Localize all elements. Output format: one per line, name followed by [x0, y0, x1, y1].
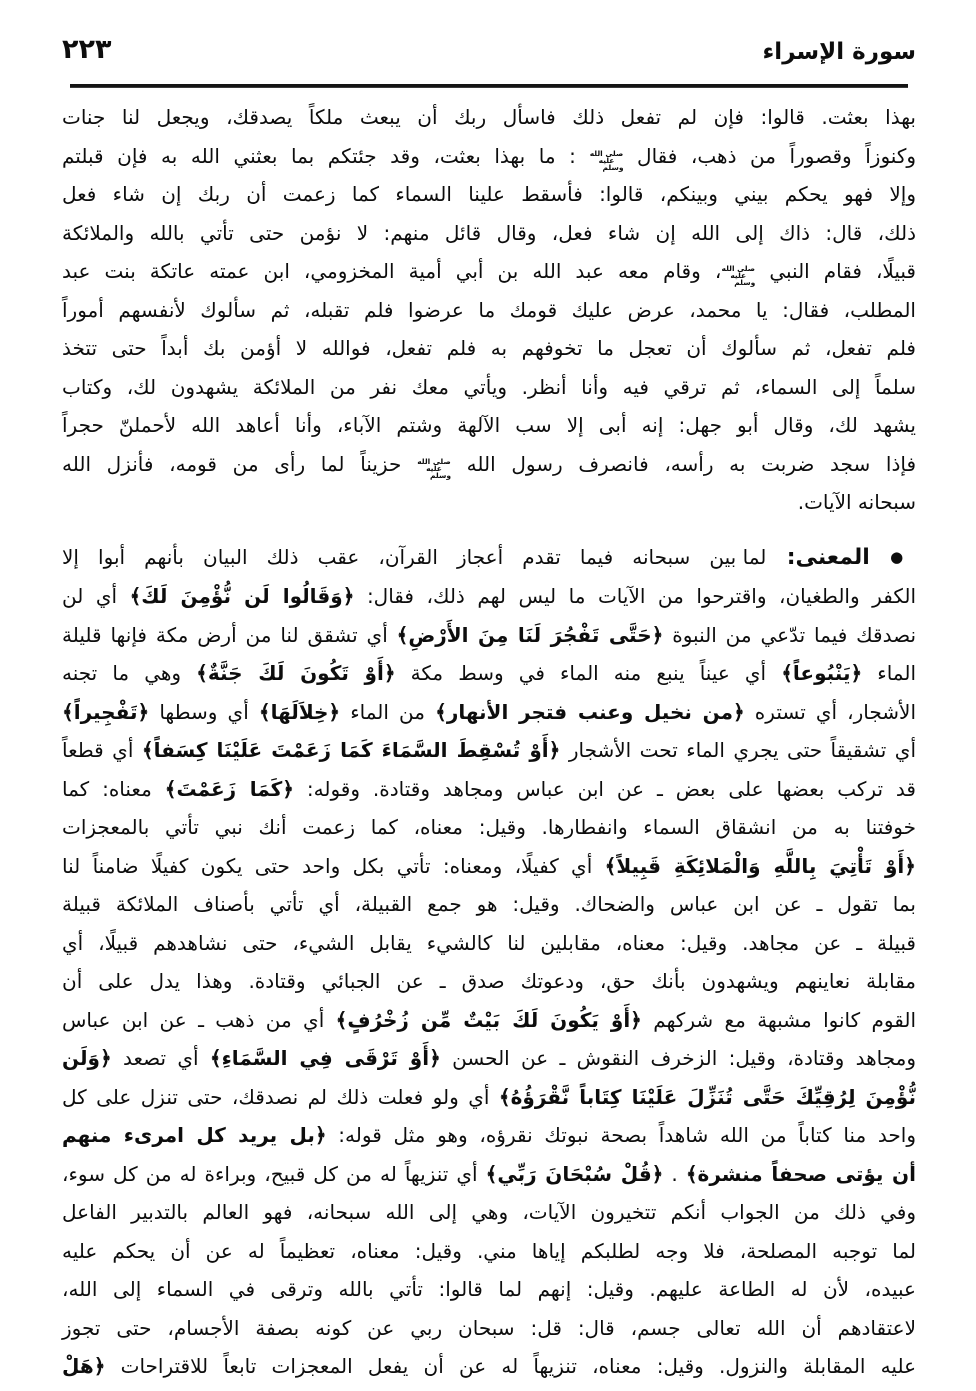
quran-quote: ﴿أَوْ تَرْقَى فِي السَّمَاءِ﴾ — [209, 1046, 441, 1070]
prophet-salutation-seal: صلى الله عليه وسلم — [721, 264, 756, 287]
text-line — [62, 406, 916, 445]
text-segment: قد تركب بعضها على بعض ـ عن ابن عباس ومجاهد وقتادة. وقوله: — [293, 776, 916, 801]
text-line — [62, 808, 916, 847]
quran-quote: أن يؤتى صحفاً منشرة﴾ — [685, 1161, 916, 1186]
quran-quote: ﴿هَلْ — [62, 1354, 106, 1378]
text-line — [62, 1155, 916, 1194]
text-segment: لما توجبه المصلحة، فلا وجه لطلبكم إياها مني. وقيل: معناه، تعظيماً له عن أن يحكم عليه — [62, 1238, 916, 1263]
text-segment: ومجاهد وقتادة، وقيل: الزخرف النقوش ـ عن الحسن — [440, 1046, 916, 1070]
text-segment: عليه المقابلة والنزول. وقيل: معناه، تنزيهاً له عن أن يفعل المعجزات تابعاً للاقتراحات — [105, 1354, 916, 1378]
surah-title: سورة الإسراء — [762, 39, 916, 65]
quran-quote: ﴿يَنْبُوعاً﴾ — [781, 661, 863, 685]
text-segment: مقابلة نعاينهم ويشهدون بأنك حق، ودعوتك صدق ـ عن الجبائي وقتادة. وهذا يدل على أن — [62, 969, 916, 993]
text-segment: الماء — [862, 661, 916, 685]
text-segment: قبيلة ـ عن مجاهد. وقيل: معناه، مقابلين لنا كالشيء يقابل الشيء، حتى نشاهدهم قبيلًا، أي — [62, 930, 916, 955]
text-line — [62, 1347, 916, 1386]
quran-quote: ﴿خِلاَلَهَا﴾ — [258, 699, 341, 724]
page-header — [62, 34, 916, 65]
text-line — [62, 252, 916, 291]
text-segment: وكنوزاً وقصوراً من ذهب، فقال — [623, 143, 917, 168]
text-segment: عبيده، لأن له الطاعة عليهم. وقيل: إنهم لما قالوا: تأتي بالله وترقى في السماء إلى الله، — [62, 1277, 916, 1301]
text-segment: أي من ذهب ـ عن ابن عباس — [62, 1007, 336, 1032]
paragraph-narration — [62, 98, 916, 522]
text-line — [62, 445, 916, 484]
text-segment: الكفر والطغيان، واقترحوا من الآيات ما ليس لهم ذلك، فقال: — [354, 584, 917, 608]
text-segment: أي تشقق لنا من أرض مكة فإنها قليلة — [62, 622, 397, 647]
quran-quote: نُّؤْمِنَ لِرُقِيِّكَ حَتَّى تُنَزِّلَ عَلَيْنَا كِتَاباً نَّقْرَؤُهُ﴾ — [498, 1084, 916, 1109]
text-segment: ذلك، قال: ذاك إلى الله إن شاء فعل، وقال قائل منهم: لا نؤمن حتى تأتي بالله والملائكة — [62, 220, 916, 245]
quran-quote: ﴿حَتَّى تَفْجُرَ لَنَا مِنَ الأَرْضِ﴾ — [396, 622, 664, 647]
text-segment: فإذا سجد ضربت به رأسه، فانصرف رسول الله — [451, 451, 917, 476]
text-segment: ، وقام معه عبد الله بن أبي أمية المخزومي، ابن عمته عاتكة بنت عبد — [62, 259, 722, 283]
paragraph-meaning — [62, 538, 916, 1386]
text-segment: من الماء — [340, 699, 436, 724]
prophet-salutation-seal: صلى الله عليه وسلم — [417, 456, 451, 480]
quran-quote: ﴿وَلَن — [62, 1046, 112, 1070]
text-line — [62, 1001, 916, 1040]
text-segment: سلماً إلى السماء، ثم ترقي فيه وأنا أنظر. ويأتي معك نفر من الملائكة يشهدون لك، وكتاب — [62, 374, 916, 399]
text-segment: أي تنزيهاً له من كل قبيح، وبراءة له من كل سوء، — [62, 1161, 486, 1186]
page-number: ٢٢٣ — [62, 34, 112, 65]
text-segment: بهذا بعثت. قالوا: فإن لم تفعل ذلك فاسأل ربك أن يبعث ملكاً يصدقك، ويجعل لنا جنات — [62, 105, 916, 129]
text-line — [62, 291, 916, 330]
text-line — [62, 885, 916, 924]
text-line — [62, 98, 916, 137]
quran-quote: ﴿وَقَالُوا لَن نُّؤْمِنَ لَكَ﴾ — [129, 584, 355, 608]
text-line — [62, 214, 916, 253]
text-segment: : ما بهذا بعثت، وقد جئتكم بما بعثني الله به فإن قبلتم — [62, 143, 590, 168]
text-line — [62, 1116, 916, 1155]
text-segment: قبيلًا، فقام النبي — [755, 259, 916, 283]
text-segment: نصدقك فيما تدّعي من النبوة — [663, 622, 917, 647]
text-segment: سبحانه الآيات. — [797, 490, 916, 514]
text-line — [62, 1039, 916, 1078]
text-line — [62, 693, 916, 732]
quran-quote: ﴿تَفْجِيراً﴾ — [62, 699, 150, 724]
text-segment: واحد منا كتاباً من الله شاهداً بصحة نبوتك نقرؤه، وهو مثل قوله: — [326, 1123, 916, 1147]
text-line — [62, 1270, 916, 1309]
section-label: المعنى: — [766, 544, 891, 570]
quran-quote: ﴿أَوْ يَكُونَ لَكَ بَيْتٌ مِّن زُخْرُفٍ﴾ — [335, 1007, 642, 1032]
text-line — [62, 1193, 916, 1232]
text-line — [62, 1232, 916, 1271]
text-line — [62, 329, 916, 368]
text-line — [62, 1078, 916, 1117]
text-segment: وفي ذلك من الجواب أنكم تتخيرون الآيات، وهي إلى الله سبحانه، فهو العالم بالتدبير الفاعل — [62, 1200, 916, 1224]
quran-quote: ﴿أَوْ تُسْقِطَ السَّمَاءَ كَمَا زَعَمْتَ عَلَيْنَا كِسَفاً﴾ — [141, 738, 561, 762]
header-rule — [70, 84, 908, 88]
text-segment: أي كفيلًا، ومعناه: تأتي بكل واحد حتى يكون كفيلًا ضامناً لنا — [62, 853, 605, 878]
text-segment: لما بين سبحانه فيما تقدم أعجاز القرآن، عقب ذلك البيان بأنهم أبوا إلا — [62, 544, 767, 569]
text-line — [62, 368, 916, 407]
text-segment: بما تقول ـ عن ابن عباس والضحاك. وقيل: هو جمع القبيلة، أي تأتي بأصناف الملائكة قبيلة — [62, 892, 916, 916]
text-segment: أي تصعد — [111, 1046, 210, 1070]
text-segment: أي وسطها — [149, 699, 259, 724]
quran-quote: ﴿أَوْ تَأْتِيَ بِاللَّهِ وَالْمَلائِكَةِ قَبِيلاً﴾ — [604, 853, 917, 878]
quran-quote: ﴿قُلْ سُبْحَانَ رَبِّي﴾ — [485, 1161, 664, 1186]
text-line — [62, 770, 916, 809]
quran-quote: ﴿كَمَا زَعَمْتَ﴾ — [164, 776, 294, 801]
text-line — [62, 654, 916, 693]
prophet-salutation-seal: صلى الله عليه وسلم — [589, 148, 624, 172]
text-segment: حزيناً لما رأى من قومه، فأنزل الله — [62, 451, 417, 476]
text-line — [62, 962, 916, 1001]
text-line — [62, 1309, 916, 1348]
text-segment: الأشجار، أي تستره — [744, 699, 917, 724]
text-segment: المطلب، فقال: يا محمد، عرض عليك قومك ما عرضوا فلم تقبله، ثم سألوك لأنفسهم أموراً — [62, 297, 916, 322]
text-line — [62, 847, 916, 886]
text-segment: أي قطعاً — [62, 738, 142, 762]
text-line — [62, 483, 916, 522]
text-line — [62, 924, 916, 963]
quran-quote: ﴿أَوْ تَكُونَ لَكَ جَنَّةٌ﴾ — [196, 661, 396, 685]
text-segment: أي ولو فعلت ذلك لم نصدقك، حتى تنزل على كل — [62, 1084, 499, 1109]
text-segment: القوم كانوا مشبهة مع شركهم — [641, 1007, 917, 1032]
text-segment: أي تشقيقاً حتى يجري الماء تحت الأشجار — [560, 738, 917, 762]
quran-quote: ﴿من نخيل وعنب فتجر الأنهار﴾ — [435, 699, 745, 724]
text-line — [62, 137, 916, 176]
text-segment: معناه: كما — [62, 776, 165, 801]
text-segment: خوفتنا به من انشقاق السماء وانفطارها. وقيل: معناه، كما زعمت أنك نبي تأتي بالمعجزات — [62, 815, 916, 839]
page-body — [62, 98, 916, 1386]
text-segment: وهي ما تجنه — [62, 661, 197, 685]
text-segment: فلم تفعل، ثم سألوك أن تعجل ما تخوفهم به فلم تفعل، فوالله لا أؤمن بك أبداً حتى تتخذ — [62, 336, 916, 360]
text-segment: لاعتقادهم أن الله تعالى جسم، قال: قل: سبحان ربي عن كونه بصفة الأجسام، حتى تجوز — [62, 1315, 916, 1340]
text-line — [62, 175, 916, 214]
text-segment: . — [663, 1161, 686, 1186]
text-segment: وإلا فهو يحكم بيني وبينكم، قالوا: فأسقط علينا السماء كما زعمت أن ربك إن شاء فعل — [62, 182, 916, 206]
text-line — [62, 616, 916, 655]
text-line — [62, 577, 916, 616]
text-segment: أي عيناً ينبع منه الماء في وسط مكة — [395, 661, 782, 685]
quran-quote: ﴿بل يريد كل امرىء منهم — [62, 1123, 327, 1147]
text-line — [62, 538, 916, 578]
text-segment: أي لن — [62, 584, 130, 608]
text-segment: يشهد لك، وقال أبو جهل: إنه أبى إلا سب الآلهة وشتم الآباء، وأنا أعاهد الله لأحملنّ حجراً — [62, 413, 916, 437]
text-line — [62, 731, 916, 770]
bullet-icon: ● — [890, 547, 917, 566]
